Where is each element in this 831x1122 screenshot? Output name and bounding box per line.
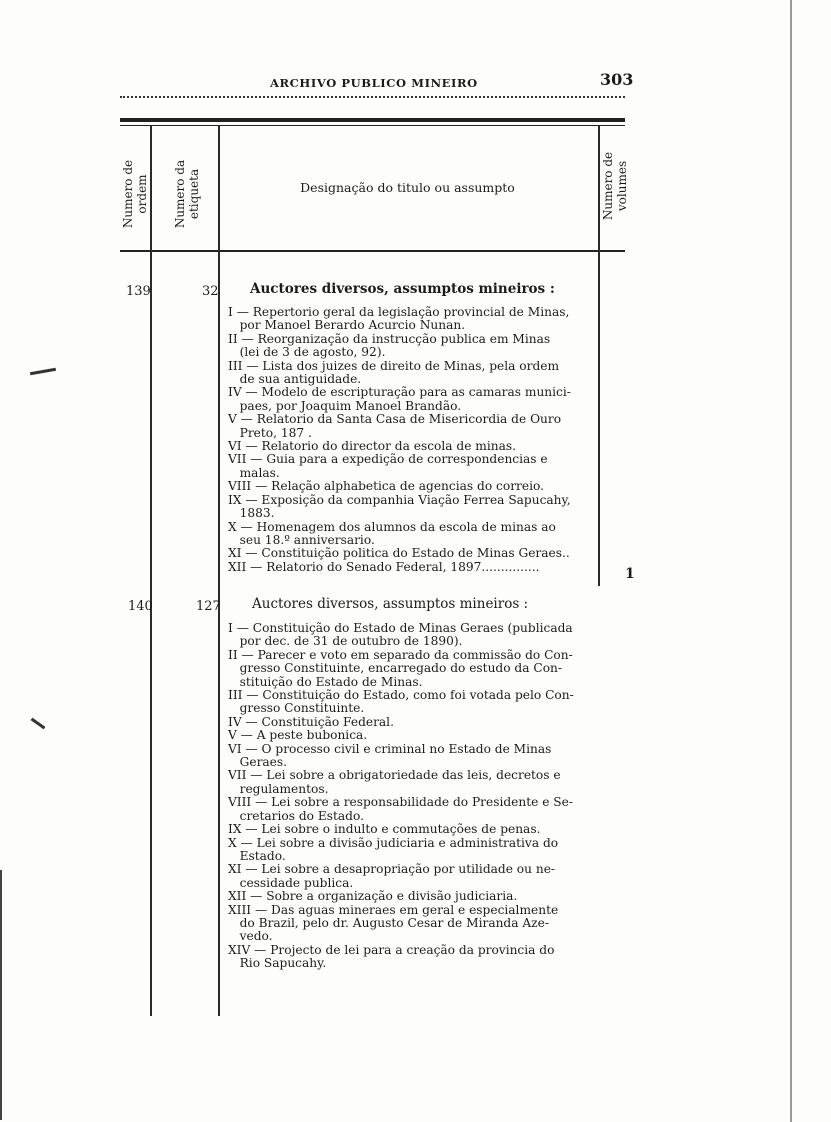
entry-item-line: de sua antiguidade. <box>228 372 362 387</box>
margin-smudge <box>30 368 56 375</box>
entry-item-line: VI — O processo civil e criminal no Estado de Minas <box>228 741 552 756</box>
entry-item-line: por dec. de 31 de outubro de 1890). <box>228 634 463 649</box>
entry-item-line: VII — Lei sobre a obrigatoriedade das leis, decretos e <box>228 768 561 783</box>
page-number: 303 <box>600 70 634 89</box>
entry-etiqueta: 127 <box>196 599 221 614</box>
entry-item-line: gresso Constituinte, encarregado do estudo da Con- <box>228 661 563 676</box>
entry-item-line: VI — Relatorio do director da escola de minas. <box>228 439 516 454</box>
entry-item-line: I — Constituição do Estado de Minas Geraes (publicada <box>228 621 573 635</box>
page-edge-left <box>0 870 2 1120</box>
running-header-title: ARCHIVO PUBLICO MINEIRO <box>270 76 478 90</box>
column-head-volumes-line2: volumes <box>615 160 629 212</box>
margin-smudge <box>31 718 46 730</box>
column-head-volumes <box>601 141 629 231</box>
entry-item-line: stituição do Estado de Minas. <box>228 674 423 689</box>
table-top-rule-thin <box>120 125 625 126</box>
entry-item-line: IX — Lei sobre o indulto e commutações de penas. <box>228 822 541 837</box>
column-divider-etiqueta <box>218 126 220 1016</box>
entry-ordem: 139 <box>126 284 151 299</box>
entry-ordem: 140 <box>128 599 153 614</box>
entry-item-line: IV — Modelo de escripturação para as camaras munici- <box>228 385 571 400</box>
entry-item-line: Geraes. <box>228 755 288 770</box>
entry-item-line: XIV — Projecto de lei para a creação da provincia do <box>228 942 555 957</box>
entry-item-line: do Brazil, pelo dr. Augusto Cesar de Miranda Aze- <box>228 915 549 930</box>
entry-item-line: II — Parecer e voto em separado da commissão do Con- <box>228 647 573 662</box>
entry-title: Auctores diversos, assumptos mineiros : <box>252 596 529 612</box>
entry-item-line: XII — Sobre a organização e divisão judiciaria. <box>228 889 518 904</box>
entry-item-line: 1883. <box>228 506 275 521</box>
entry-item-line: VIII — Lei sobre a responsabilidade do Presidente e Se- <box>228 795 573 810</box>
column-head-ordem <box>121 149 149 239</box>
entry-lines <box>228 306 571 574</box>
header-rule <box>120 96 625 98</box>
entry-item-line: XIII — Das aguas mineraes em geral e especialmente <box>228 902 559 917</box>
entry-item-line: paes, por Joaquim Manoel Brandão. <box>228 398 462 413</box>
column-head-volumes-line1: Numero de <box>601 151 615 221</box>
entry-title: Auctores diversos, assumptos mineiros : <box>250 281 555 297</box>
entry-item-line: cretarios do Estado. <box>228 808 364 823</box>
entry-item-line: Rio Sapucahy. <box>228 956 327 971</box>
page-edge-right <box>790 0 792 1122</box>
entry-item-line: V — A peste bubonica. <box>228 728 368 743</box>
entry-item-line: por Manoel Berardo Acurcio Nunan. <box>228 318 466 333</box>
entry-item-line: IV — Constituição Federal. <box>228 714 394 729</box>
entry-item-line: malas. <box>228 465 280 480</box>
entry-item-line: Preto, 187 . <box>228 425 312 440</box>
table-top-rule <box>120 118 625 122</box>
entry-etiqueta: 32 <box>202 284 219 299</box>
column-head-ordem-line1: Numero de <box>121 159 135 229</box>
entry-item-line: X — Lei sobre a divisão judiciaria e administrativa do <box>228 835 559 850</box>
entry-item-line: seu 18.º anniversario. <box>228 532 375 547</box>
entry-item-line: cessidade publica. <box>228 875 354 890</box>
entry-item-line: Estado. <box>228 848 286 863</box>
entry-item-line: VII — Guia para a expedição de correspondencias e <box>228 452 548 467</box>
column-divider-ordem <box>150 126 152 1016</box>
entry-item-line: III — Constituição do Estado, como foi votada pelo Con- <box>228 688 574 703</box>
table-head-bottom-rule <box>120 250 625 252</box>
column-head-etiqueta-line2: etiqueta <box>187 168 201 220</box>
entry-item-line: IX — Exposição da companhia Viação Ferrea Sapucahy, <box>228 492 571 507</box>
column-head-ordem-line2: ordem <box>135 174 149 214</box>
column-head-etiqueta <box>173 149 201 239</box>
entry-item-line: vedo. <box>228 929 273 944</box>
volumes-mark: 1 <box>625 566 635 582</box>
entry-item-line: III — Lista dos juizes de direito de Minas, pela ordem <box>228 358 560 373</box>
entry-item-line: X — Homenagem dos alumnos da escola de minas ao <box>228 519 556 534</box>
entry-item-line: I — Repertorio geral da legislação provincial de Minas, <box>228 305 570 319</box>
entry-item-line: V — Relatorio da Santa Casa de Misericordia de Ouro <box>228 412 562 427</box>
entry-item-line: XII — Relatorio do Senado Federal, 1897............... <box>228 559 540 574</box>
entry-item-line: (lei de 3 de agosto, 92). <box>228 345 386 360</box>
entry-lines <box>228 622 574 971</box>
entry-item-line: gresso Constituinte. <box>228 701 365 716</box>
column-divider-designacao <box>598 126 600 586</box>
entry-item-line: VIII — Relação alphabetica de agencias do correio. <box>228 479 544 494</box>
column-head-designacao: Designação do titulo ou assumpto <box>300 180 515 195</box>
entry-item-line: XI — Constituição politica do Estado de Minas Geraes.. <box>228 546 570 561</box>
entry-item-line: II — Reorganização da instrucção publica em Minas <box>228 331 551 346</box>
entry-item-line: XI — Lei sobre a desapropriação por utilidade ou ne- <box>228 862 556 877</box>
column-head-etiqueta-line1: Numero da <box>173 159 187 229</box>
entry-item-line: regulamentos. <box>228 781 329 796</box>
